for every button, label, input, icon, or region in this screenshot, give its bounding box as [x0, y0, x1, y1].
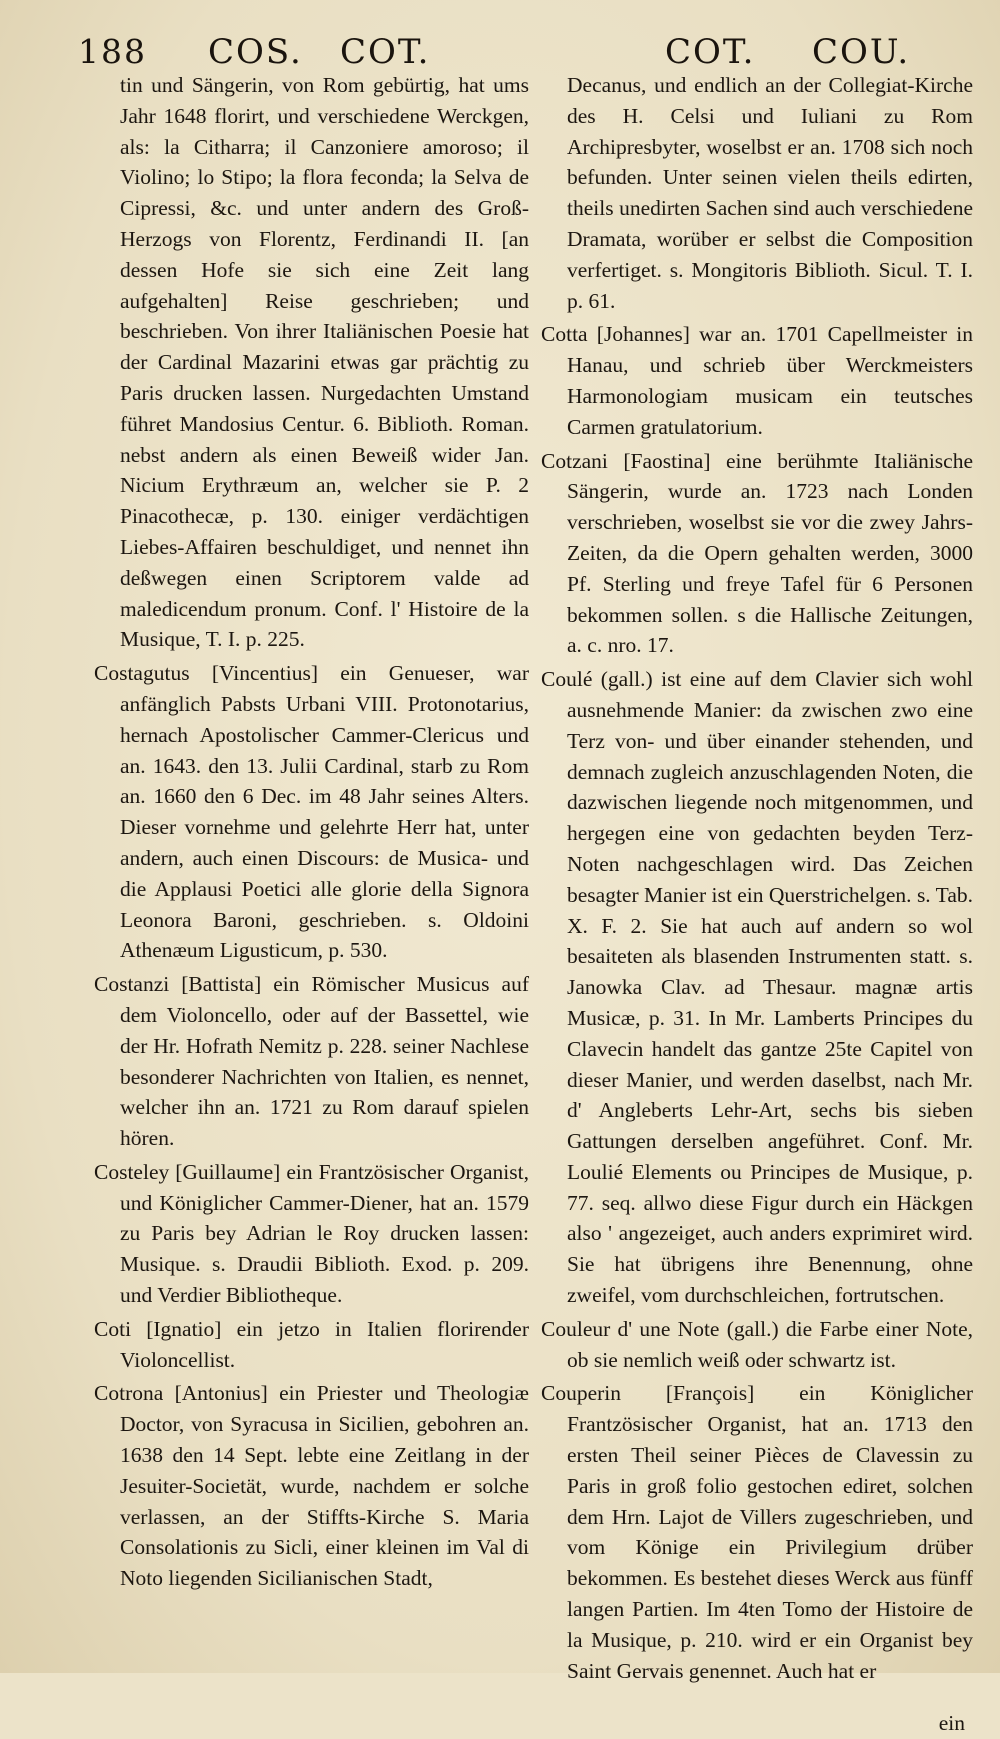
entry-continuation: tin und Sängerin, von Rom gebürtig, hat ums Jahr 1648 florirt, und verschiedene Werckgen, als: la Citharra; il Canzoniere amoroso; il Violino; lo Stipo; la flora feconda; la Selva de Cipressi, &c. und unter andern des Groß-Herzogs von Florentz, Ferdinandi II. [an dessen Hofe sie sich eine Zeit lang aufgehalten] Reise geschrieben; und beschrieben. Von ihrer Italiänischen Poesie hat der Cardinal Mazarini etwas gar prächtig zu Paris drucken lassen. Nurgedachten Umstand führet Mandosius Centur. 6. Biblioth. Roman. nebst andern als einen Beweiß wider Jan. Nicium Erythræum an, welcher sie P. 2 Pinacothecæ, p. 130. einiger verdächtigen Liebes-Affairen beschuldiget, und nennet ihn deßwegen einen Scriptorem valde ad maledicendum pronum. Conf. l' Histoire de la Musique, T. I. p. 225. [120, 73, 529, 652]
header-left-word-2: COT. [340, 32, 431, 72]
entry-couperin: Couperin [François] ein Königlicher Frantzösischer Organist, hat an. 1713 den ersten Theil seiner Pièces de Clavessin zu Paris in groß folio gestochen ediret, solchen dem Hrn. Lajot de Villers zugeschrieben, und vom Könige ein Privilegium drüber bekommen. Es bestehet dieses Werck aus fünff langen Partien. Im 4ten Tomo der Histoire de la Musique, p. 210. wird er ein Organist bey Saint Gervais genennet. Auch hat er [541, 1381, 973, 1683]
header-left-word-1: COS. [208, 32, 303, 72]
entry-cotta: Cotta [Johannes] war an. 1701 Capellmeister in Hanau, und schrieb über Werckmeisters Harmonologiam musicam ein teutsches Carmen gratulatorium. [541, 322, 973, 439]
entry-continuation: Decanus, und endlich an der Collegiat-Kirche des H. Celsi und Iuliani zu Rom Archipresbyter, woselbst er an. 1708 sich noch befunden. Unter seinen vielen theils edirten, theils unedirten Sachen sind auch verschiedene Dramata, worüber er selbst die Composition verfertiget. s. Mongitoris Biblioth. Sicul. T. I. p. 61. [567, 73, 973, 313]
right-column [541, 70, 973, 1735]
entry-costagutus: Costagutus [Vincentius] ein Genueser, war anfänglich Pabsts Urbani VIII. Protonotarius, hernach Apostolischer Cammer-Clericus und an. 1643. den 13. Julii Cardinal, starb zu Rom an. 1660 den 6 Dec. im 48 Jahr seines Alters. Dieser vornehme und gelehrte Herr hat, unter andern, auch einen Discours: de Musica- und die Applausi Poetici alle glorie della Signora Leonora Baroni, geschrieben. s. Oldoini Athenæum Ligusticum, p. 530. [94, 661, 529, 963]
entry-cotzani: Cotzani [Faostina] eine berühmte Italiänische Sängerin, wurde an. 1723 nach Londen verschrieben, woselbst sie vor die zwey Jahrs-Zeiten, da die Opern gehalten werden, 3000 Pf. Sterling und freye Tafel für 6 Personen bekommen sollen. s die Hallische Zeitungen, a. c. nro. 17. [541, 448, 973, 658]
header-right-word-1: COT. [665, 32, 756, 72]
left-column [94, 70, 529, 1660]
entry-coule: Coulé (gall.) ist eine auf dem Clavier sich wohl ausnehmende Manier: da zwischen zwo eine Terz von- und über einander stehenden, und demnach zugleich anzuschlagenden Noten, die dazwischen liegende noch mitgenommen, und hergegen eine von gedachten beyden Terz-Noten nachgeschlagen wird. Das Zeichen besagter Manier ist ein Querstrichelgen. s. Tab. X. F. 2. Sie hat auch auf andern so wol besaiteten als blasenden Instrumenten statt. s. Janowka Clav. ad Thesaur. magnæ artis Musicæ, p. 31. In Mr. Lamberts Principes du Clavecin handelt das gantze 25te Capitel von dieser Manier, und werden daselbst, nach Mr. d' Angleberts Lehr-Art, sechs bis sieben Gattungen derselben angeführet. Conf. Mr. Loulié Elements ou Principes de Musique, p. 77. seq. allwo diese Figur durch ein Häckgen also ' angezeiget, auch anders exprimiret wird. Sie hat übrigens ihre Benennung, ohne zweifel, vom durchschleichen, fortrutschen. [541, 667, 973, 1308]
entry-coti: Coti [Ignatio] ein jetzo in Italien florirender Violoncellist. [94, 1316, 529, 1372]
page-number: 188 [78, 32, 147, 71]
entry-costeley: Costeley [Guillaume] ein Frantzösischer Organist, und Königlicher Cammer-Diener, hat an. 1579 zu Paris bey Adrian le Roy drucken lassen: Musique. s. Draudii Biblioth. Exod. p. 209. und Verdier Bibliotheque. [94, 1159, 529, 1308]
header-right-word-2: COU. [812, 32, 911, 72]
entry-couleur: Couleur d' une Note (gall.) die Farbe einer Note, ob sie nemlich weiß oder schwartz ist. [541, 1316, 973, 1372]
entry-costanzi: Costanzi [Battista] ein Römischer Musicus auf dem Violoncello, oder auf der Bassettel, wie der Hr. Hofrath Nemitz p. 228. seiner Nachlese besonderer Nachrichten von Italien, es nennet, welcher ihn an. 1721 zu Rom darauf spielen hören. [94, 972, 529, 1151]
catchword: ein [938, 1710, 965, 1735]
entry-cotrona: Cotrona [Antonius] ein Priester und Theologiæ Doctor, von Syracusa in Sicilien, gebohren an. 1638 den 14 Sept. lebte eine Zeitlang in der Jesuiter-Societät, wurde, nachdem er solche verlassen, an der Stiffts-Kirche S. Maria Consolationis zu Sicli, einer kleinen im Val di Noto liegenden Sicilianischen Stadt, [94, 1381, 529, 1591]
